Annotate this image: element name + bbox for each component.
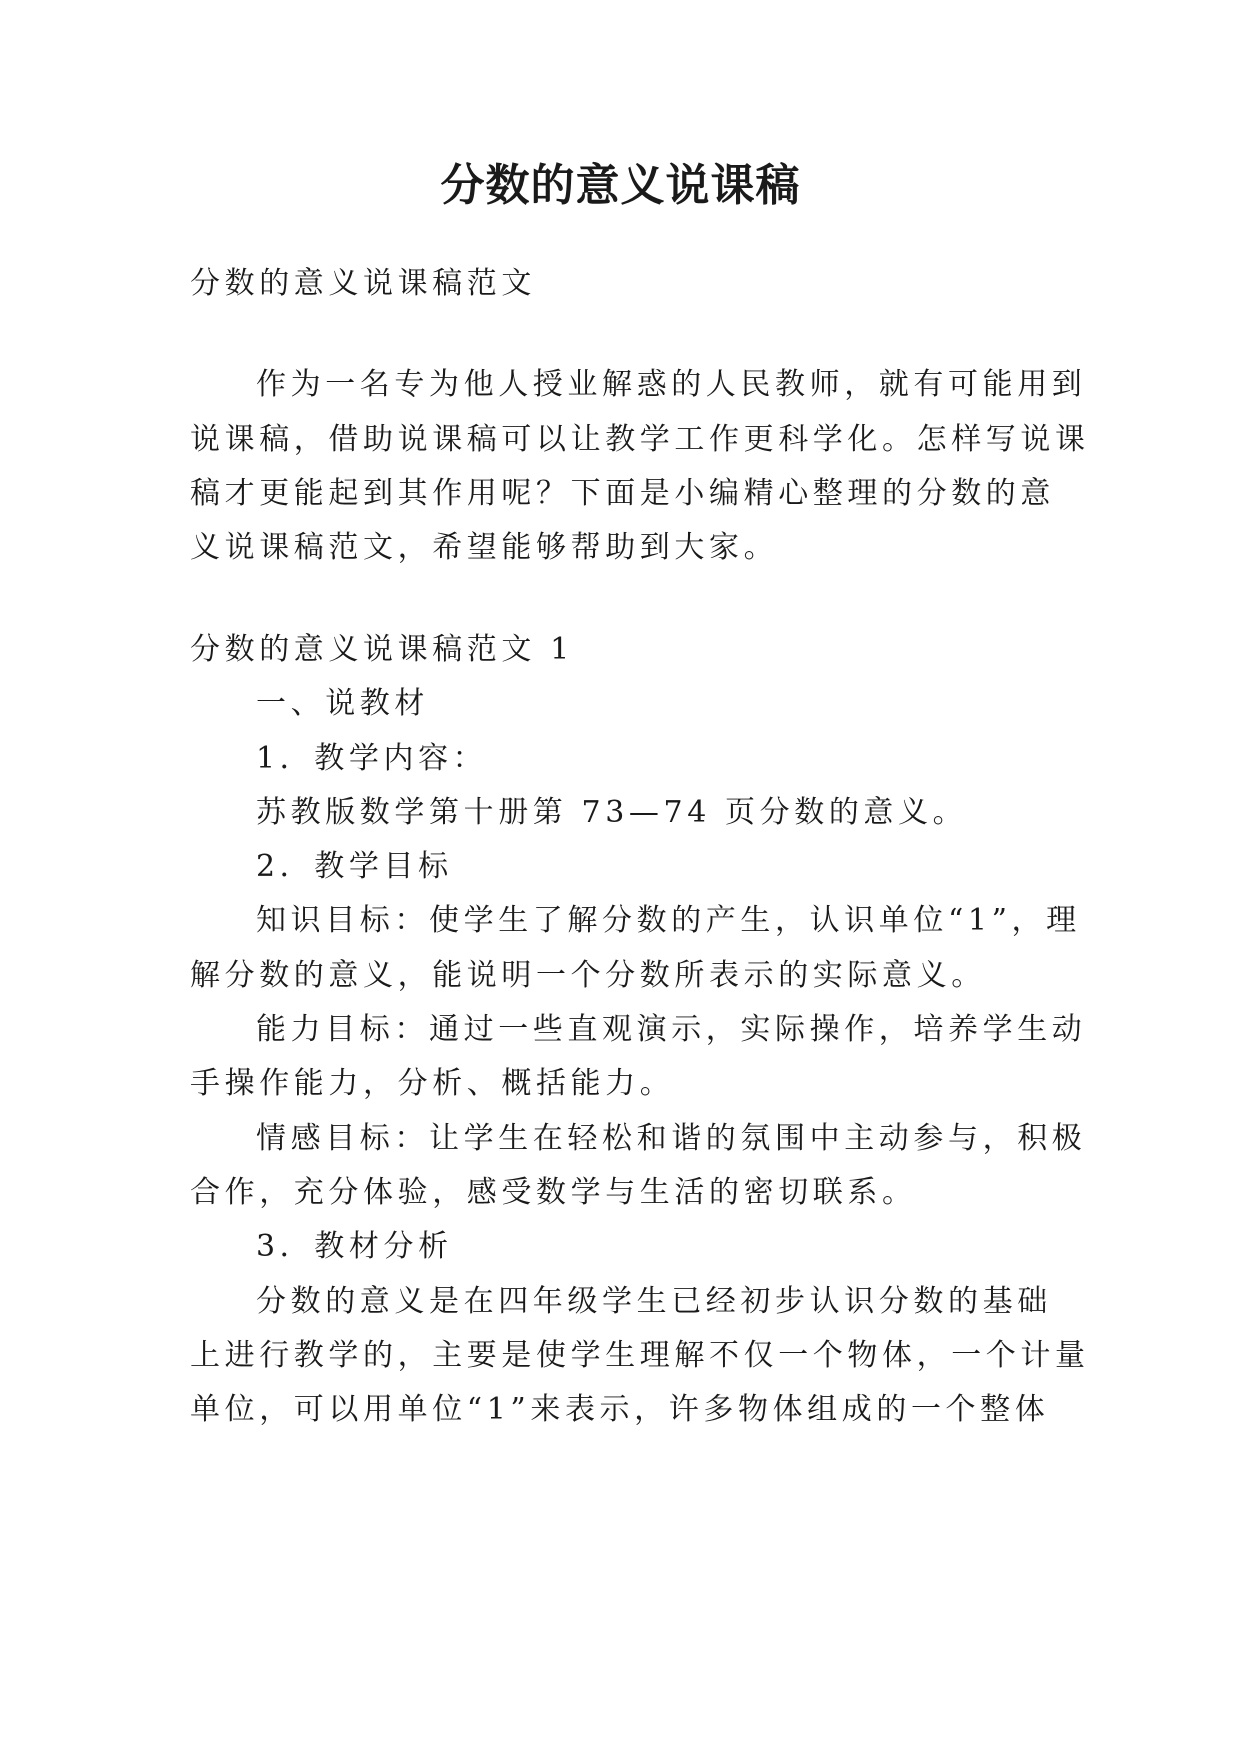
item-textbook-pages: 苏教版数学第十册第 73—74 页分数的意义。 (256, 795, 968, 830)
intro-line: 说课稿，借助说课稿可以让教学工作更科学化。怎样写说课 (190, 422, 1090, 457)
emotion-goal-line: 情感目标：让学生在轻松和谐的氛围中主动参与，积极 (256, 1121, 1087, 1156)
intro-line: 作为一名专为他人授业解惑的人民教师，就有可能用到 (256, 367, 1087, 402)
knowledge-goal-line: 知识目标：使学生了解分数的产生，认识单位“1”，理 (256, 903, 1081, 938)
ability-goal-line: 手操作能力，分析、概括能力。 (190, 1066, 675, 1101)
analysis-line: 分数的意义是在四年级学生已经初步认识分数的基础 (256, 1284, 1052, 1319)
subtitle: 分数的意义说课稿范文 (190, 266, 536, 301)
item-teaching-goals: 2．教学目标 (256, 849, 453, 884)
section-heading: 分数的意义说课稿范文 1 (190, 632, 574, 667)
ability-goal-line: 能力目标：通过一些直观演示，实际操作，培养学生动 (256, 1012, 1087, 1047)
emotion-goal-line: 合作，充分体验，感受数学与生活的密切联系。 (190, 1175, 917, 1210)
analysis-heading: 3．教材分析 (256, 1229, 453, 1264)
intro-line: 稿才更能起到其作用呢？下面是小编精心整理的分数的意 (190, 476, 1055, 511)
item-teaching-content: 1．教学内容： (256, 741, 488, 776)
document-title: 分数的意义说课稿 (440, 160, 801, 211)
intro-line: 义说课稿范文，希望能够帮助到大家。 (190, 530, 779, 565)
analysis-line: 上进行教学的，主要是使学生理解不仅一个物体，一个计量 (190, 1338, 1090, 1373)
item-say-material: 一、说教材 (256, 686, 429, 721)
knowledge-goal-line: 解分数的意义，能说明一个分数所表示的实际意义。 (190, 958, 986, 993)
analysis-line: 单位，可以用单位“1”来表示，许多物体组成的一个整体 (190, 1392, 1050, 1427)
